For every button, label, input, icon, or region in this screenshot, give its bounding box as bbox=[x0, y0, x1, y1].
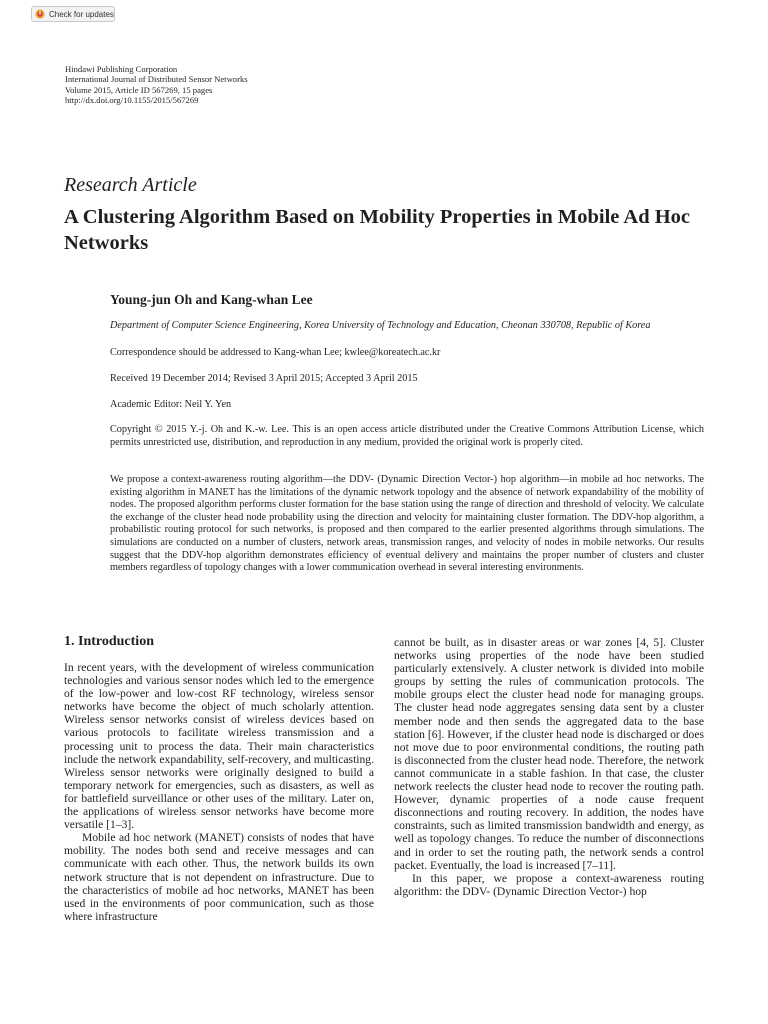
journal-info bbox=[65, 64, 248, 106]
check-for-updates-label: Check for updates bbox=[49, 9, 114, 19]
affiliation: Department of Computer Science Engineering, Korea University of Technology and Education, Cheonan 330708, Republic of Korea bbox=[110, 320, 651, 331]
right-column bbox=[394, 636, 704, 898]
authors: Young-jun Oh and Kang-whan Lee bbox=[110, 292, 313, 307]
update-check-icon bbox=[35, 9, 45, 19]
volume-info: Volume 2015, Article ID 567269, 15 pages bbox=[65, 84, 213, 95]
check-for-updates-badge[interactable] bbox=[31, 6, 115, 22]
section-heading-introduction: 1. Introduction bbox=[64, 634, 154, 649]
publisher: Hindawi Publishing Corporation bbox=[65, 64, 178, 74]
correspondence: Correspondence should be addressed to Kang-whan Lee; kwlee@koreatech.ac.kr bbox=[110, 347, 441, 358]
received-dates: Received 19 December 2014; Revised 3 April 2015; Accepted 3 April 2015 bbox=[110, 373, 418, 384]
left-column bbox=[64, 661, 374, 923]
intro-paragraph-3: cannot be built, as in disaster areas or war zones [4, 5]. Cluster networks using properties of the node have been studied particularly extensively. A cluster network is divided into mobile groups by setting the rules of communication protocols. The mobile groups elect the cluster head node for managing groups. The cluster head node aggregates sensing data sent by a cluster member node and then sends the aggregated data to the base station [6]. However, if the cluster head node is discharged or does not move due to poor environmental conditions, the routing path is disconnected from the cluster head node. Therefore, the network cannot communicate in a stable fashion. In that case, the cluster network reelects the cluster head node to recover the routing path. However, dynamic properties of a node cause frequent disconnections and routing recovery. In addition, the nodes have constraints, such as limited transmission bandwidth and energy, as well as topology changes. To reduce the number of disconnections and in order to set the routing path, the network sends a control packet. Eventually, the load is increased [7–11]. bbox=[394, 636, 704, 872]
intro-paragraph-4: In this paper, we propose a context-awareness routing algorithm: the DDV- (Dynamic Direction Vector-) hop bbox=[394, 871, 704, 898]
intro-paragraph-2: Mobile ad hoc network (MANET) consists of nodes that have mobility. The nodes both send and receive messages and can communicate with each other. Thus, the network builds its own network structure that is not dependent on infrastructure. Due to the characteristics of mobile ad hoc networks, MANET has been used in the environments of poor communication, such as those where infrastructure bbox=[64, 831, 374, 923]
copyright-notice: Copyright © 2015 Y.-j. Oh and K.-w. Lee. This is an open access article distributed under the Creative Commons Attribution License, which permits unrestricted use, distribution, and reproduction in any medium, provided the original work is properly cited. bbox=[110, 424, 704, 448]
academic-editor: Academic Editor: Neil Y. Yen bbox=[110, 399, 232, 410]
article-title: A Clustering Algorithm Based on Mobility Properties in Mobile Ad Hoc Networks bbox=[64, 206, 691, 254]
abstract: We propose a context-awareness routing algorithm—the DDV- (Dynamic Direction Vector-) hop algorithm—in mobile ad hoc networks. The existing algorithm in MANET has the limitations of the dynamic network topology and the absence of network expandability of the mobility of nodes. The proposed algorithm performs cluster formation for the base station using the range of direction and threshold of velocity. We calculate the exchange of the cluster head node probability using the direction and velocity for maintaining cluster formation. The DDV-hop algorithm, a probabilistic routing protocol for such networks, is proposed and then compared to the earlier presented algorithms through simulations. The simulations are conducted on a number of clusters, network areas, transmission ranges, and velocity of nodes in mobile networks. Our results suggest that the DDV-hop algorithm demonstrates efficiency of eventual delivery and maintains the proper number of clusters and cluster members regardless of topology changes with a lower communication overhead in several interesting environments. bbox=[110, 474, 704, 574]
doi-link[interactable]: http://dx.doi.org/10.1155/2015/567269 bbox=[65, 95, 199, 106]
intro-paragraph-1: In recent years, with the development of wireless communication technologies and various sensor nodes which led to the emergence of the low-power and low-cost RF technology, wireless sensor networks have become the object of much scholarly attention. Wireless sensor networks consist of wireless devices based on various protocols to facilitate wireless transmission and a processing unit to process the data. Their main characteristics include the network expandability, self-recovery, and multicasting. Wireless sensor networks were originally designed to build a temporary network for emergencies, such as disasters, as well as for battlefield surveillance or other uses of the military. Later on, the applications of wireless sensor networks have become more versatile [1–3]. bbox=[64, 661, 374, 832]
journal-name: International Journal of Distributed Sensor Networks bbox=[65, 74, 248, 85]
article-type: Research Article bbox=[64, 174, 197, 196]
